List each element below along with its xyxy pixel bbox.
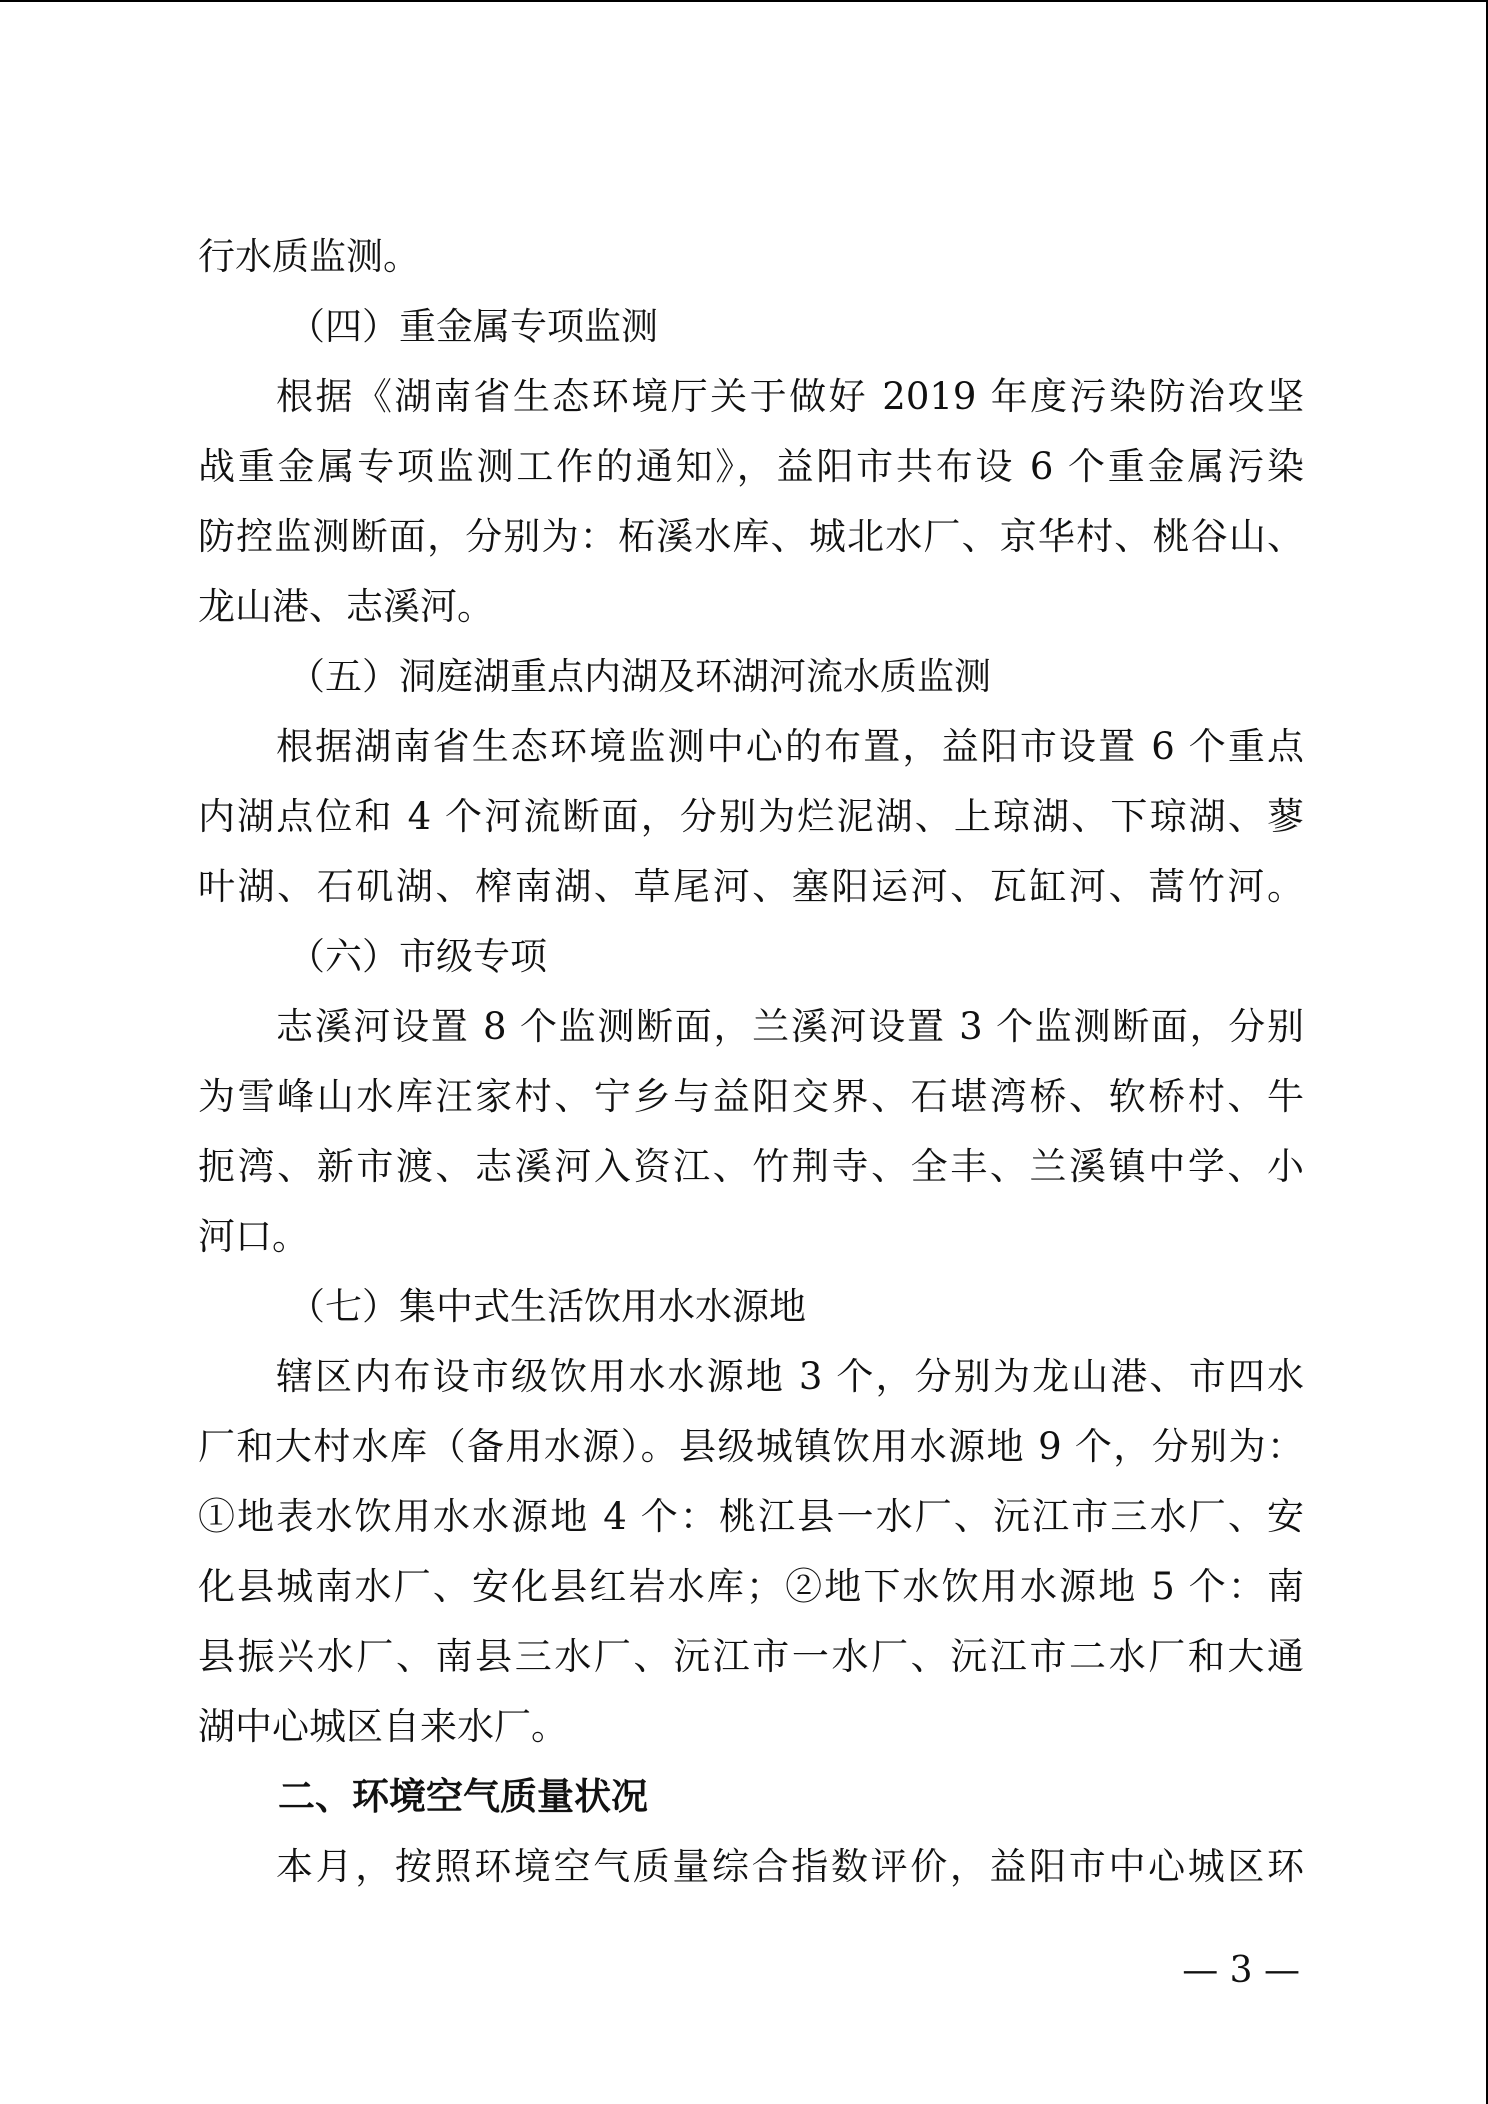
body-line: 本月，按照环境空气质量综合指数评价，益阳市中心城区环 — [276, 1845, 1304, 1888]
document-body — [198, 222, 1304, 1902]
body-line: 化县城南水厂、安化县红岩水库；②地下水饮用水源地 5 个：南 — [198, 1565, 1304, 1608]
page-number: — 3 — — [1182, 1950, 1300, 1991]
body-line: 行水质监测。 — [198, 235, 420, 278]
body-line: 为雪峰山水库汪家村、宁乡与益阳交界、石堪湾桥、软桥村、牛 — [198, 1075, 1304, 1118]
body-line: 扼湾、新市渡、志溪河入资江、竹荆寺、全丰、兰溪镇中学、小 — [198, 1145, 1304, 1188]
chapter-heading-2: 二、环境空气质量状况 — [278, 1775, 648, 1818]
body-line: 湖中心城区自来水厂。 — [198, 1705, 568, 1748]
body-line: 根据《湖南省生态环境厅关于做好 2019 年度污染防治攻坚 — [276, 375, 1304, 418]
body-line: 厂和大村水库（备用水源）。县级城镇饮用水源地 9 个，分别为： — [198, 1425, 1304, 1468]
body-line: 县振兴水厂、南县三水厂、沅江市一水厂、沅江市二水厂和大通 — [198, 1635, 1304, 1678]
section-heading-5: （五）洞庭湖重点内湖及环湖河流水质监测 — [288, 655, 991, 698]
section-heading-6: （六）市级专项 — [288, 935, 547, 978]
body-line: 战重金属专项监测工作的通知》，益阳市共布设 6 个重金属污染 — [198, 445, 1304, 488]
section-heading-7: （七）集中式生活饮用水水源地 — [288, 1285, 806, 1328]
body-line: 叶湖、石矶湖、榨南湖、草尾河、塞阳运河、瓦缸河、蒿竹河。 — [198, 865, 1304, 908]
body-line: ①地表水饮用水水源地 4 个：桃江县一水厂、沅江市三水厂、安 — [198, 1495, 1304, 1538]
body-line: 根据湖南省生态环境监测中心的布置，益阳市设置 6 个重点 — [276, 725, 1304, 768]
body-line: 志溪河设置 8 个监测断面，兰溪河设置 3 个监测断面，分别 — [276, 1005, 1304, 1048]
body-line: 内湖点位和 4 个河流断面，分别为烂泥湖、上琼湖、下琼湖、蓼 — [198, 795, 1304, 838]
body-line: 辖区内布设市级饮用水水源地 3 个，分别为龙山港、市四水 — [276, 1355, 1304, 1398]
body-line: 龙山港、志溪河。 — [198, 585, 494, 628]
body-line: 河口。 — [198, 1215, 309, 1258]
body-line: 防控监测断面，分别为：柘溪水库、城北水厂、京华村、桃谷山、 — [198, 515, 1304, 558]
section-heading-4: （四）重金属专项监测 — [288, 305, 658, 348]
